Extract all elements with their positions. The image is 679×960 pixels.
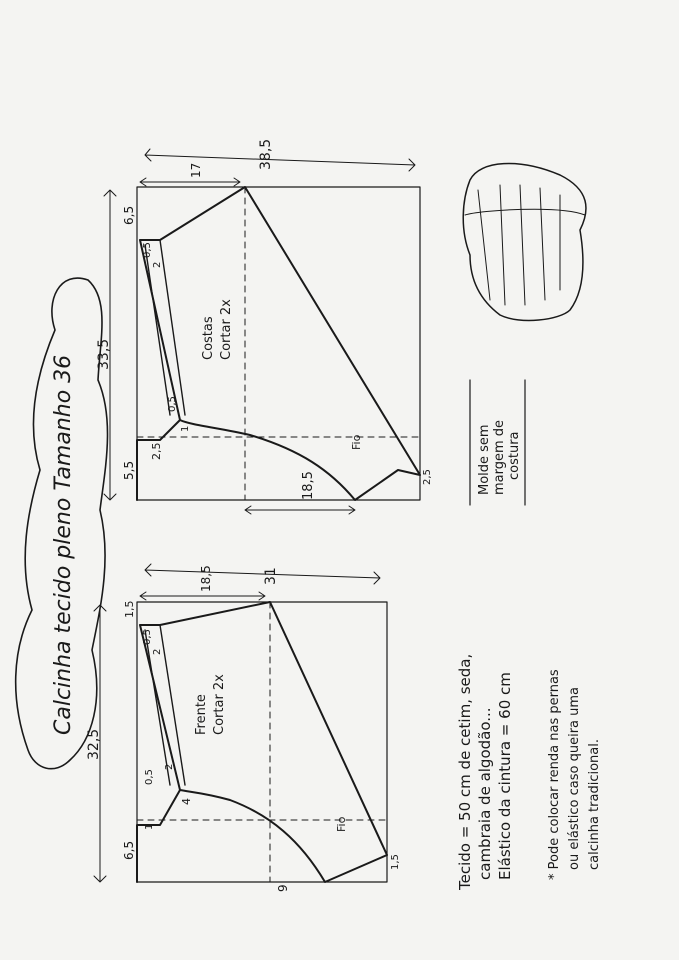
front-band: 2 [152, 648, 163, 655]
front-waistband [145, 625, 185, 785]
pattern-note-1: Molde sem [477, 424, 492, 495]
back-waist-small: 0,5 [142, 242, 153, 258]
back-bottom-right: 2,5 [422, 469, 433, 485]
front-label: Frente [194, 694, 209, 735]
back-label: Costas [201, 316, 216, 360]
front-step: 4 [180, 798, 193, 805]
front-height: 32,5 [86, 728, 102, 760]
tip-note-3: calcinha tradicional. [587, 739, 602, 870]
front-grain: Fio [335, 816, 348, 832]
back-top-offset: 17 [189, 162, 203, 178]
front-band-low: 0,5 [144, 769, 155, 785]
back-grain: Fio [350, 434, 363, 450]
back-cut: Cortar 2x [219, 299, 234, 360]
back-height: 33,5 [96, 338, 112, 370]
fabric-note-3: Elástico da cintura = 60 cm [496, 672, 514, 880]
back-waistband [145, 240, 185, 415]
front-bottom-right: 1,5 [390, 854, 401, 870]
back-bottom-width: 18,5 [301, 471, 316, 500]
page-title: Calcinha tecido pleno Tamanho 36 [51, 354, 76, 735]
back-width: 38,5 [258, 138, 274, 170]
front-waist-small: 0,5 [142, 629, 153, 645]
tip-note-2: ou elástico caso queira uma [567, 686, 582, 870]
front-width: 31 [263, 567, 279, 585]
front-crotch-width: 9 [276, 884, 290, 892]
back-outline [137, 187, 420, 500]
back-band-low: 0,5 [167, 396, 178, 412]
front-guides [137, 602, 387, 882]
back-frame [137, 187, 420, 500]
front-top-offset: 18,5 [199, 565, 213, 592]
front-side-low: 6,5 [122, 840, 136, 860]
garment-sketch [463, 164, 586, 321]
pattern-note-3: costura [507, 431, 522, 480]
back-top-arrow [140, 178, 240, 186]
fabric-note-1: Tecido = 50 cm de cetim, seda, [456, 653, 474, 890]
back-top-left: 6,5 [122, 205, 136, 225]
front-outline [137, 602, 387, 882]
back-width-arrow [145, 149, 415, 171]
back-side-low: 5,5 [122, 460, 136, 480]
pattern-note-2: margem de [492, 419, 507, 495]
back-bottom-arrow [245, 506, 355, 514]
back-band: 2 [152, 261, 163, 268]
front-left-waist-top: 1,5 [123, 600, 136, 618]
front-band-mid: 2 [164, 763, 175, 770]
front-top-arrow [140, 592, 265, 600]
back-tick: 1 [180, 425, 191, 432]
front-cut: Cortar 2x [212, 674, 227, 735]
back-band-low2: 2,5 [150, 442, 163, 460]
front-frame [137, 602, 387, 882]
back-guides [137, 187, 420, 500]
front-pattern-piece [94, 564, 387, 882]
front-tick: 1 [144, 823, 155, 830]
fabric-note-2: cambraia de algodão... [476, 707, 494, 880]
tip-note-1: * Pode colocar renda nas pernas [547, 669, 562, 880]
